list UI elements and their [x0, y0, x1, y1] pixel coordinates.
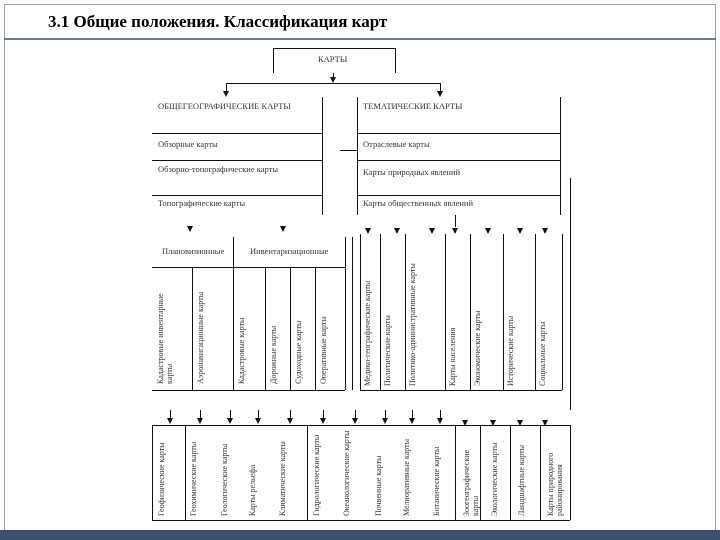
arrow-down-icon: [365, 228, 371, 234]
social-column-label: Экономические карты: [473, 310, 482, 386]
nature-column-label: Карты природного районирования: [546, 452, 564, 516]
connector-line: [357, 133, 560, 134]
left-column-label: Дорожные карты: [269, 325, 278, 384]
nature-column-label: Геохимические карты: [189, 441, 198, 516]
slide-title: 3.1 Общие положения. Классификация карт: [48, 12, 388, 31]
connector-line: [360, 390, 562, 391]
arrow-down-icon: [167, 418, 173, 424]
connector-line: [535, 234, 536, 390]
connector-line: [357, 97, 358, 215]
nature-column-label: Мелиоративные карты: [402, 438, 411, 516]
nature-column-label: Гидрологические карты: [312, 434, 321, 516]
connector-line: [352, 237, 353, 390]
social-column-label: Политико-административные карты: [408, 263, 417, 386]
connector-line: [273, 48, 395, 49]
social-column-label: Социальные карты: [538, 321, 547, 386]
connector-line: [185, 425, 186, 520]
connector-line: [273, 48, 274, 73]
sub-header: Плановизионные: [162, 246, 225, 256]
social-column-label: Карты населения: [448, 327, 457, 386]
nature-column-label: Зоогеографические карты: [462, 449, 480, 516]
connector-line: [152, 425, 153, 520]
social-column-label: Медико-географические карты: [363, 280, 372, 386]
arrow-down-icon: [437, 91, 443, 97]
connector-line: [265, 267, 266, 390]
connector-line: [340, 150, 357, 151]
nature-column-label: Карты рельефа: [248, 464, 257, 516]
left-column-label: Оперативные карты: [319, 316, 328, 384]
root-node: КАРТЫ: [318, 54, 348, 64]
arrow-down-icon: [280, 226, 286, 232]
connector-line: [152, 160, 322, 161]
connector-line: [357, 195, 560, 196]
arrow-down-icon: [227, 418, 233, 424]
arrow-down-icon: [223, 91, 229, 97]
connector-line: [192, 267, 193, 390]
connector-line: [345, 237, 346, 390]
connector-line: [570, 425, 571, 520]
thematic-item: Карты природных явлений: [363, 167, 461, 177]
connector-line: [360, 234, 361, 390]
general-item: Обзорно-топографические карты: [158, 164, 279, 174]
nature-column-label: Геологические карты: [220, 443, 229, 516]
connector-line: [395, 48, 396, 73]
thematic-maps-title: ТЕМАТИЧЕСКИЕ КАРТЫ: [363, 101, 463, 111]
nature-column-label: Экологические карты: [490, 442, 499, 516]
connector-line: [152, 267, 345, 268]
connector-line: [152, 195, 322, 196]
sub-header: Инвентаризационные: [250, 246, 329, 256]
arrow-down-icon: [452, 228, 458, 234]
arrow-down-icon: [255, 418, 261, 424]
nature-column-label: Геофизические карты: [157, 442, 166, 516]
thematic-item: Отраслевые карты: [363, 139, 430, 149]
left-column-label: Судоходные карты: [294, 320, 303, 384]
connector-line: [152, 425, 570, 426]
connector-line: [226, 83, 227, 91]
connector-line: [380, 234, 381, 390]
general-maps-title: ОБЩЕГЕОГРАФИЧЕСКИЕ КАРТЫ: [158, 101, 291, 111]
connector-line: [503, 234, 504, 390]
connector-line: [290, 267, 291, 390]
footer-band: [0, 530, 720, 540]
connector-line: [315, 267, 316, 390]
arrow-down-icon: [197, 418, 203, 424]
nature-column-label: Ботанические карты: [432, 446, 441, 516]
nature-column-label: Океанологические карты: [342, 430, 351, 516]
left-column-label: Кадастровые карты: [237, 317, 246, 384]
connector-line: [562, 234, 563, 390]
arrow-down-icon: [287, 418, 293, 424]
connector-line: [357, 160, 560, 161]
social-column-label: Исторические карты: [506, 315, 515, 386]
connector-line: [152, 133, 322, 134]
connector-line: [226, 83, 440, 84]
arrow-down-icon: [382, 418, 388, 424]
general-item: Топографические карты: [158, 198, 246, 208]
left-column-label: Кадастровые инвентарные карты: [156, 293, 174, 384]
thematic-item: Карты общественных явлений: [363, 198, 474, 208]
arrow-down-icon: [352, 418, 358, 424]
arrow-down-icon: [320, 418, 326, 424]
nature-column-label: Климатические карты: [278, 441, 287, 516]
connector-line: [570, 178, 571, 410]
connector-line: [560, 97, 561, 215]
arrow-down-icon: [429, 228, 435, 234]
connector-line: [440, 83, 441, 91]
connector-line: [152, 390, 345, 391]
title-divider: [4, 38, 716, 40]
nature-column-label: Почвенные карты: [374, 455, 383, 516]
left-column-label: Аэронавигационные карты: [196, 291, 205, 384]
connector-line: [233, 237, 234, 390]
connector-line: [405, 234, 406, 390]
general-item: Обзорные карты: [158, 139, 218, 149]
arrow-down-icon: [542, 228, 548, 234]
connector-line: [322, 97, 323, 215]
arrow-down-icon: [437, 418, 443, 424]
arrow-down-icon: [394, 228, 400, 234]
connector-line: [455, 215, 456, 227]
arrow-down-icon: [409, 418, 415, 424]
connector-line: [470, 234, 471, 390]
connector-line: [445, 234, 446, 390]
arrow-down-icon: [517, 228, 523, 234]
connector-line: [152, 520, 570, 521]
arrow-down-icon: [485, 228, 491, 234]
nature-column-label: Ландшафтные карты: [517, 444, 526, 516]
social-column-label: Политические карты: [383, 315, 392, 386]
arrow-down-icon: [187, 226, 193, 232]
